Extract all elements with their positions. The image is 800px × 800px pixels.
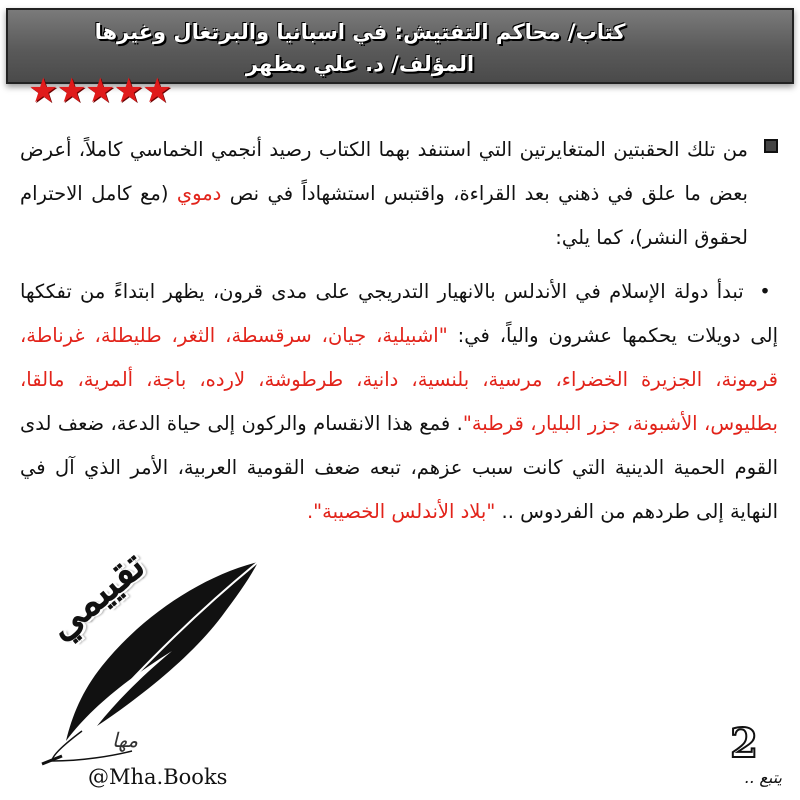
quill-feather-icon (22, 556, 272, 766)
star-icon: ★ (28, 71, 57, 111)
intro-paragraph: من تلك الحقبتين المتغايرتين التي استنفد بهما الكتاب رصيد أنجمي الخماسي كاملاً، أعرض بعض ما علق في ذهني بعد القراءة، واقتبس استشهاداً في نص دموي (مع كامل الاحترام لحقوق النشر)، كما يلي: (20, 128, 778, 260)
star-icon: ★ (141, 71, 171, 111)
quote-paragraph: • تبدأ دولة الإسلام في الأندلس بالانهيار التدريجي على مدى قرون، يظهر ابتداءً من تفككها إلى دويلات يحكمها عشرون والياً، في: "اشبيلية، جيان، سرقسطة، الثغر، طليطلة، غرناطة، قرمونة، الجزيرة الخضراء، مرسية، بلنسية، دانية، طرطوشة، لارده، باجة، ألمرية، مالقا، بطليوس، الأشبونة، جزر البليار، قرطبة". فمع هذا الانقسام والركون إلى حياة الدعة، ضعف لدى القوم الحمية الدينية التي كانت سبب عزهم، تبعه ضعف القومية العربية، الأمر الذي آل في النهاية إلى طردهم من الفردوس .. "بلاد الأندلس الخصيبة". (20, 270, 778, 534)
logo-text: تقييمي (37, 541, 154, 650)
bullet-dot: • (759, 280, 771, 303)
book-author: المؤلف/ د. علي مظهر (245, 52, 475, 76)
cities-list: "اشبيلية، جيان، سرقسطة، الثغر، طليطلة، غرناطة، قرمونة، الجزيرة الخضراء، مرسية، بلنسية، دانية، طرطوشة، لارده، باجة، ألمرية، مالقا، بطليوس، الأشبونة، جزر البليار، قرطبة" (20, 324, 778, 435)
review-body (20, 128, 778, 534)
continue-label: يتبع .. (744, 768, 782, 787)
star-icon: ★ (113, 71, 142, 111)
star-icon: ★ (56, 71, 85, 111)
closing-quote: "بلاد الأندلس الخصيبة". (306, 500, 496, 523)
square-bullet-icon (764, 139, 778, 153)
signature: مها (112, 728, 139, 752)
book-title: كتاب/ محاكم التفتيش: في اسبانيا والبرتغال وغيرها (94, 20, 626, 44)
highlight-word: دموي (176, 182, 222, 205)
page-number: 2 (730, 720, 758, 767)
star-icon: ★ (84, 71, 114, 111)
social-handle: @Mha.Books (88, 765, 228, 789)
rating-stars (28, 71, 171, 111)
